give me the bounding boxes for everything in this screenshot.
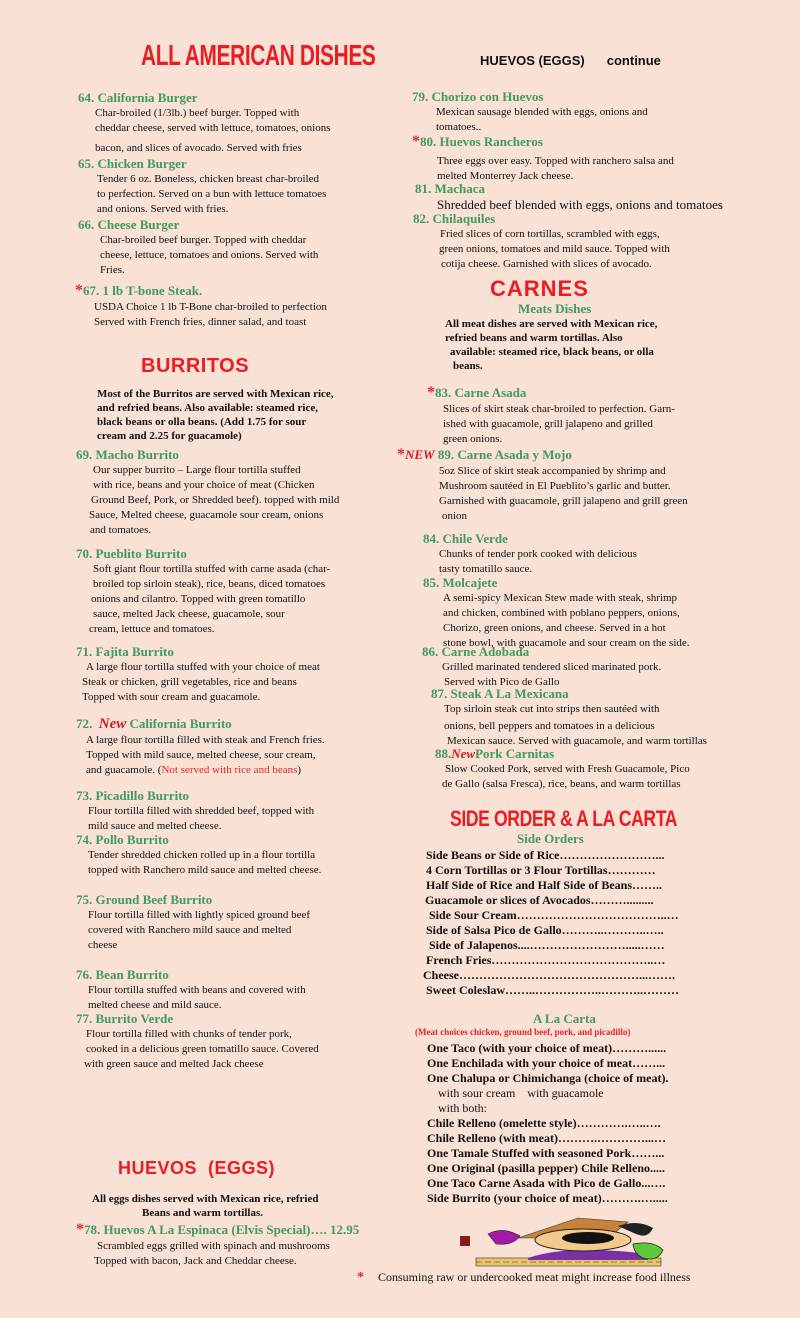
item-desc: A semi-spicy Mexican Stew made with steak, shrimp (443, 592, 678, 604)
item-title: 66. Cheese Burger (78, 217, 180, 232)
burritos-note (97, 387, 334, 443)
menu-item-89 (397, 446, 688, 524)
heading-text: HUEVOS (EGGS) (480, 53, 585, 68)
item-desc: onions and cilantro. Topped with green tomatillo (91, 593, 306, 605)
item-desc: Slow Cooked Pork, served with Fresh Guacamole, Pico (445, 763, 690, 775)
a-la-carta-option: with both: (438, 1101, 488, 1115)
item-desc: Topped with bacon, Jack and Cheddar cheese. (94, 1255, 297, 1267)
item-desc: Our supper burrito – Large flour tortilla stuffed (93, 464, 301, 476)
menu-item-74 (76, 832, 321, 878)
item-number: 88. (435, 746, 452, 761)
item-desc: melted cheese and mild sauce. (88, 999, 222, 1011)
side-item: French Fries…………………………………..… (426, 953, 666, 967)
subheading-meats: Meats Dishes (518, 301, 592, 316)
side-orders-list (423, 848, 679, 998)
item-title: 75. Ground Beef Burrito (76, 892, 213, 907)
a-la-carta-item: Chile Relleno (omelette style)………….…..…. (427, 1116, 661, 1130)
item-desc: broiled top sirloin steak), rice, beans, diced tomatoes (93, 578, 326, 590)
menu-item-67 (75, 282, 398, 330)
item-title: 76. Bean Burrito (76, 967, 169, 982)
item-desc: bacon, and slices of avocado. Served with fries (95, 142, 302, 154)
american-section (75, 90, 398, 330)
note-line: available: steamed rice, black beans, or olla (450, 346, 654, 358)
note-line: All meat dishes are served with Mexican rice, (445, 318, 658, 330)
item-desc: Fries. (100, 264, 125, 276)
warning-text: Consuming raw or undercooked meat might increase food illness (378, 1270, 691, 1284)
item-desc: with rice, beans and your choice of meat (Chicken (93, 479, 315, 491)
a-la-carta-item: One Enchilada with your choice of meat……... (427, 1056, 666, 1070)
item-title: California Burrito (129, 716, 232, 731)
item-desc: Chunks of tender pork cooked with delicious (439, 548, 637, 560)
item-title: 70. Pueblito Burrito (76, 546, 187, 561)
a-la-carta-option: with sour cream with guacamole (438, 1086, 604, 1100)
item-title: 79. Chorizo con Huevos (412, 89, 544, 104)
a-la-carta-item: One Original (pasilla pepper) Chile Relleno..... (427, 1161, 666, 1175)
new-badge: New (98, 716, 127, 732)
new-badge: New (451, 746, 476, 761)
star-icon: * (357, 1270, 364, 1285)
item-desc: Chorizo, green onions, and cheese. Served in a hot (443, 622, 666, 634)
heading-side-order: SIDE ORDER & A LA CARTA (450, 806, 678, 831)
item-title: 83. Carne Asada (435, 385, 527, 400)
menu-item-71 (76, 644, 320, 705)
item-desc: Flour tortilla stuffed with beans and covered with (88, 984, 306, 996)
item-desc: ished with guacamole, grill jalapeno and grilled (443, 418, 653, 430)
item-desc: cheddar cheese, served with lettuce, tomatoes, onions (95, 122, 331, 134)
side-item: Sweet Coleslaw……..……………..………..……… (426, 983, 679, 997)
menu-item-65 (78, 156, 398, 217)
item-title: 73. Picadillo Burrito (76, 788, 190, 803)
side-item: Half Side of Rice and Half Side of Beans…….. (426, 878, 663, 892)
item-desc: cream, lettuce and tomatoes. (89, 623, 215, 635)
item-desc: green onions, tomatoes and mild sauce. Topped with (439, 243, 670, 255)
a-la-carta-list (427, 1041, 668, 1206)
item-desc: Char-broiled (1/3lb.) beef burger. Topped with (95, 107, 300, 119)
item-desc: Flour tortilla filled with shredded beef, topped with (88, 805, 315, 817)
item-desc: Topped with sour cream and guacamole. (82, 691, 261, 703)
a-la-carta-item: Side Burrito (your choice of meat)……….…..... (427, 1191, 668, 1205)
item-desc: Steak or chicken, grill vegetables, rice and beans (82, 676, 297, 688)
note-line: cream and 2.25 for guacamole) (97, 430, 242, 442)
menu-item-86 (422, 644, 661, 690)
menu-item-88 (435, 746, 690, 792)
item-title: 86. Carne Adobada (422, 644, 530, 659)
item-title: 89. Carne Asada y Mojo (437, 447, 572, 462)
item-desc: topped with Ranchero mild sauce and melted cheese. (88, 864, 322, 876)
item-desc: Served with French fries, dinner salad, and toast (94, 316, 307, 328)
menu-item-73 (76, 788, 314, 834)
item-desc: Served with Pico de Gallo (444, 676, 560, 688)
item-desc: to perfection. Served on a bun with lettuce tomatoes (97, 188, 327, 200)
item-desc: Mushroom sautéed in El Pueblito’s garlic and butter. (439, 480, 671, 492)
item-desc: Three eggs over easy. Topped with ranchero salsa and (437, 155, 674, 167)
star-icon: * (427, 384, 435, 401)
item-desc: Top sirloin steak cut into strips then sautéed with (444, 703, 660, 715)
heading-huevos: HUEVOS (EGGS) (118, 1158, 276, 1178)
raw-meat-warning (357, 1270, 691, 1286)
menu-item-64 (78, 90, 398, 156)
item-desc: Ground Beef, Pork, or Shredded beef). topped with mild (91, 494, 340, 506)
menu-item-77 (76, 1011, 319, 1072)
item-title: 81. Machaca (415, 181, 486, 196)
menu-item-76 (76, 967, 306, 1013)
item-desc: cotija cheese. Garnished with slices of avocado. (441, 258, 652, 270)
item-desc: and guacamole. (Not served with rice and beans) (86, 764, 302, 776)
a-la-carta-item: One Chalupa or Chimichanga (choice of meat). (427, 1071, 669, 1085)
item-desc: mild sauce and melted cheese. (88, 820, 222, 832)
not-served-note: Not served with rice and beans (161, 764, 298, 776)
item-desc: onions, bell peppers and tomatoes in a delicious (444, 720, 655, 732)
new-badge: NEW (405, 447, 435, 462)
item-desc: covered with Ranchero mild sauce and melted (88, 924, 292, 936)
menu-item-75 (76, 892, 310, 953)
item-desc: Mexican sausage blended with eggs, onions and (436, 106, 648, 118)
menu-item-70 (76, 546, 330, 637)
item-desc: USDA Choice 1 lb T-Bone char-broiled to perfection (94, 301, 327, 313)
item-title: 69. Macho Burrito (76, 447, 179, 462)
huevos-note (92, 1192, 318, 1220)
item-title: 77. Burrito Verde (76, 1011, 174, 1026)
a-la-carta-item: Chile Relleno (with meat)……….…………...… (427, 1131, 666, 1145)
note-line: refried beans and warm tortillas. Also (445, 332, 623, 344)
item-desc: A large flour tortilla stuffed with your choice of meat (86, 661, 320, 673)
menu-item-85 (423, 575, 690, 651)
item-title: 82. Chilaquiles (413, 211, 496, 226)
item-desc: Soft giant flour tortilla stuffed with carne asada (char- (93, 563, 331, 575)
star-icon: * (397, 446, 405, 463)
menu-item-83 (427, 384, 675, 447)
carnes-note (445, 317, 657, 373)
item-desc: A large flour tortilla filled with steak and French fries. (86, 734, 325, 746)
item-desc: green onions. (443, 433, 503, 445)
side-item: Side of Salsa Pico de Gallo………..………..….. (426, 923, 664, 937)
side-item: Side Beans or Side of Rice……………………... (426, 848, 665, 862)
item-title: 85. Molcajete (423, 575, 498, 590)
note-line: black beans or olla beans. (Add 1.75 for sour (97, 416, 307, 428)
star-icon: * (412, 133, 420, 150)
menu-item-82 (413, 211, 670, 272)
heading-huevos-continue (480, 53, 661, 68)
item-desc: Grilled marinated tendered sliced marinated pork. (442, 661, 662, 673)
side-item: 4 Corn Tortillas or 3 Flour Tortillas………… (426, 863, 656, 877)
item-desc: stone bowl, with guacamole and sour cream on the side. (443, 637, 690, 649)
menu-item-80 (412, 133, 674, 184)
item-desc: cheese (88, 939, 118, 951)
item-desc: Fried slices of corn tortillas, scrambled with eggs, (440, 228, 660, 240)
note-line: and refried beans. Also available: steamed rice, (97, 402, 318, 414)
item-desc: tasty tomatillo sauce. (439, 563, 533, 575)
item-desc: with green sauce and melted Jack cheese (84, 1058, 264, 1070)
menu-item-72 (76, 716, 325, 778)
menu-item-78 (76, 1221, 359, 1269)
heading-carnes: CARNES (490, 276, 589, 301)
star-icon: * (76, 1221, 84, 1238)
item-number: 72. (76, 716, 93, 731)
item-desc: de Gallo (salsa Fresca), rice, beans, and warm tortillas (442, 778, 681, 790)
menu-item-66 (78, 217, 398, 278)
item-title: 87. Steak A La Mexicana (431, 686, 569, 701)
menu-item-84 (423, 531, 637, 577)
item-desc: Char-broiled beef burger. Topped with cheddar (100, 234, 307, 246)
item-title: 84. Chile Verde (423, 531, 508, 546)
item-desc: Slices of skirt steak char-broiled to perfection. Garn- (443, 403, 675, 415)
sombrero-illustration (458, 1214, 688, 1274)
menu-item-69 (76, 447, 339, 538)
note-line: beans. (453, 360, 483, 372)
side-item: Cheese………………………………………...……. (423, 968, 675, 982)
a-la-carta-item: One Tamale Stuffed with seasoned Pork……... (427, 1146, 665, 1160)
item-desc: Sauce, Melted cheese, guacamole sour cream, onions (89, 509, 324, 521)
item-desc: sauce, melted Jack cheese, guacamole, sour (93, 608, 285, 620)
heading-burritos: BURRITOS (141, 355, 250, 377)
side-item: Side Sour Cream………………………………..… (426, 908, 679, 922)
item-desc: Flour tortilla filled with lightly spiced ground beef (88, 909, 311, 921)
item-title: 80. Huevos Rancheros (420, 134, 543, 149)
side-item: Side of Jalapenos....…………………….....…… (426, 938, 665, 952)
item-desc: Tender 6 oz. Boneless, chicken breast char-broiled (97, 173, 319, 185)
item-title: 74. Pollo Burrito (76, 832, 169, 847)
item-desc: onion (442, 510, 468, 522)
note-line: Most of the Burritos are served with Mexican rice, (97, 388, 334, 400)
item-desc: melted Monterrey Jack cheese. (437, 170, 574, 182)
item-desc: Shredded beef blended with eggs, onions and tomatoes (437, 197, 723, 212)
heading-continue-text: continue (606, 53, 661, 68)
subheading-a-la-carta: A La Carta (533, 1011, 596, 1026)
menu-item-79 (412, 89, 648, 135)
item-title: 64. California Burger (78, 90, 198, 105)
note-line: All eggs dishes served with Mexican rice, refried (92, 1193, 319, 1205)
item-desc: 5oz Slice of skirt steak accompanied by shrimp and (439, 465, 666, 477)
item-title: 78. Huevos A La Espinaca (Elvis Special)…. 12.95 (84, 1222, 360, 1237)
meat-choices-note: (Meat choices chicken, ground beef, pork, and picadillo) (415, 1027, 631, 1037)
item-desc: Scrambled eggs grilled with spinach and mushrooms (97, 1240, 330, 1252)
item-title: 67. 1 lb T-bone Steak. (83, 283, 203, 298)
a-la-carta-item: One Taco Carne Asada with Pico de Gallo...…. (427, 1176, 666, 1190)
item-desc: cooked in a delicious green tomatillo sauce. Covered (86, 1043, 319, 1055)
item-title: 65. Chicken Burger (78, 156, 187, 171)
item-title: Pork Carnitas (475, 746, 555, 761)
item-desc: and tomatoes. (90, 524, 152, 536)
menu-item-87 (431, 686, 707, 749)
item-title: 71. Fajita Burrito (76, 644, 174, 659)
item-desc: and onions. Served with fries. (97, 203, 229, 215)
item-desc: Mexican sauce. Served with guacamole, and warm tortillas (447, 735, 707, 747)
item-desc: tomatoes.. (436, 121, 482, 133)
item-desc: Tender shredded chicken rolled up in a flour tortilla (88, 849, 316, 861)
note-line: Beans and warm tortillas. (142, 1207, 263, 1219)
a-la-carta-item: One Taco (with your choice of meat)………...... (427, 1041, 667, 1055)
item-desc: and chicken, combined with poblano peppers, onions, (443, 607, 680, 619)
item-desc: cheese, lettuce, tomatoes and onions. Served with (100, 249, 319, 261)
heading-all-american: ALL AMERICAN DISHES (141, 40, 376, 72)
star-icon: * (75, 282, 83, 299)
subheading-side-orders: Side Orders (517, 831, 584, 846)
menu-item-81 (415, 181, 723, 213)
side-item: Guacamole or slices of Avocados………......... (425, 893, 654, 907)
item-desc: Garnished with guacamole, grill jalapeno and grill green (439, 495, 688, 507)
item-desc: Topped with mild sauce, melted cheese, sour cream, (86, 749, 316, 761)
item-desc: Flour tortilla filled with chunks of tender pork, (86, 1028, 292, 1040)
